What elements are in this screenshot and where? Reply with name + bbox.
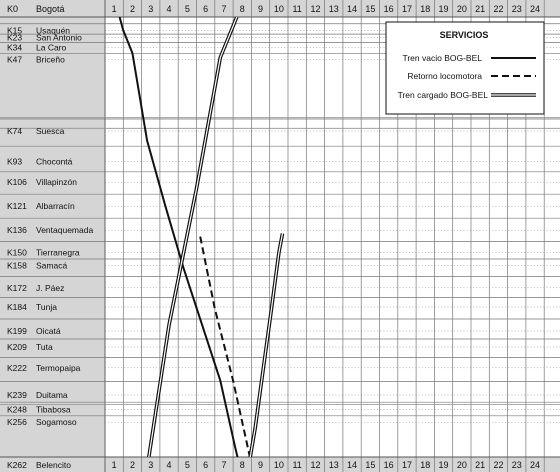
legend-label: Retorno locomotora (407, 71, 482, 81)
station-km: K74 (7, 126, 23, 136)
hour-label: 3 (148, 4, 154, 14)
station-km: K93 (7, 156, 23, 167)
station-km: K222 (7, 362, 27, 373)
station-km: K256 (7, 417, 27, 428)
station-km: K121 (7, 201, 27, 212)
hour-label: 2 (129, 460, 135, 470)
hour-label: 24 (530, 460, 541, 470)
legend-label: Tren vacio BOG-BEL (402, 53, 482, 63)
station-name: Ventaquemada (36, 225, 94, 236)
hour-label: 12 (310, 4, 321, 14)
hour-label: 10 (273, 460, 284, 470)
hour-label: 8 (239, 4, 245, 14)
hour-label: 12 (310, 460, 321, 470)
station-km: K47 (7, 54, 23, 65)
destination-name: Belencito (36, 460, 71, 470)
station-km: K158 (7, 260, 27, 271)
station-name: Termopaipa (36, 362, 81, 373)
hour-label: 5 (184, 460, 190, 470)
hour-label: 10 (273, 4, 284, 14)
hour-label: 9 (258, 4, 264, 14)
hour-label: 16 (383, 4, 394, 14)
hour-label: 4 (166, 4, 172, 14)
station-name: Tierranegra (36, 247, 80, 258)
hour-label: 3 (148, 460, 154, 470)
hour-label: 20 (456, 4, 467, 14)
hour-label: 21 (475, 4, 486, 14)
station-name: Sogamoso (36, 417, 77, 428)
hour-label: 8 (239, 460, 245, 470)
hour-label: 14 (347, 4, 358, 14)
station-name: Briceño (36, 54, 65, 65)
station-name: J. Páez (36, 282, 65, 293)
hour-label: 9 (258, 460, 264, 470)
station-km: K34 (7, 42, 23, 53)
station-km: K15 (7, 25, 23, 36)
hour-label: 6 (203, 460, 209, 470)
hour-label: 13 (328, 4, 339, 14)
hour-label: 19 (438, 460, 449, 470)
hour-label: 22 (493, 4, 504, 14)
origin-km: K0 (7, 4, 19, 14)
station-name: Villapinzón (36, 177, 77, 188)
station-km: K209 (7, 342, 27, 352)
station-km: K136 (7, 225, 27, 236)
station-km: K239 (7, 390, 27, 400)
station-name: Albarracín (36, 201, 75, 212)
station-name: San Antonio (36, 32, 82, 43)
station-name: Usaquén (36, 25, 71, 36)
hour-label: 23 (511, 4, 522, 14)
station-name: Tunja (36, 302, 57, 312)
station-km: K172 (7, 282, 27, 293)
station-km: K199 (7, 326, 27, 336)
station-km: K106 (7, 177, 27, 188)
station-name: Tibabosa (36, 404, 71, 415)
station-name: Duitama (36, 390, 68, 400)
station-km: K248 (7, 404, 27, 415)
hour-label: 17 (401, 4, 412, 14)
hour-label: 15 (365, 4, 376, 14)
hour-label: 1 (111, 460, 117, 470)
station-km: K150 (7, 247, 27, 258)
hour-label: 11 (292, 4, 302, 14)
hour-label: 19 (438, 4, 449, 14)
hour-label: 21 (475, 460, 486, 470)
hour-label: 13 (328, 460, 339, 470)
station-name: Tuta (36, 342, 53, 352)
hour-label: 18 (420, 4, 431, 14)
station-km: K184 (7, 302, 27, 312)
hour-label: 5 (184, 4, 190, 14)
destination-km: K262 (7, 460, 27, 470)
hour-label: 16 (383, 460, 394, 470)
station-name: La Caro (36, 42, 67, 53)
hour-label: 23 (511, 460, 522, 470)
hour-label: 14 (347, 460, 358, 470)
legend-title: SERVICIOS (439, 30, 489, 40)
hour-label: 1 (111, 4, 117, 14)
origin-name: Bogotá (36, 4, 65, 14)
hour-label: 15 (365, 460, 376, 470)
station-km: K23 (7, 32, 23, 43)
hour-label: 20 (456, 460, 467, 470)
hour-label: 2 (129, 4, 135, 14)
hour-label: 11 (292, 460, 302, 470)
hour-label: 18 (420, 460, 431, 470)
legend-label: Tren cargado BOG-BEL (397, 90, 488, 100)
station-name: Chocontá (36, 156, 73, 167)
hour-label: 4 (166, 460, 172, 470)
hour-label: 24 (530, 4, 541, 14)
station-name: Samacá (36, 260, 68, 271)
hour-label: 7 (221, 4, 227, 14)
hour-label: 6 (203, 4, 209, 14)
station-name: Oicatá (36, 326, 61, 336)
station-name: Suesca (36, 126, 65, 136)
hour-label: 22 (493, 460, 504, 470)
hour-label: 7 (221, 460, 227, 470)
hour-label: 17 (401, 460, 412, 470)
